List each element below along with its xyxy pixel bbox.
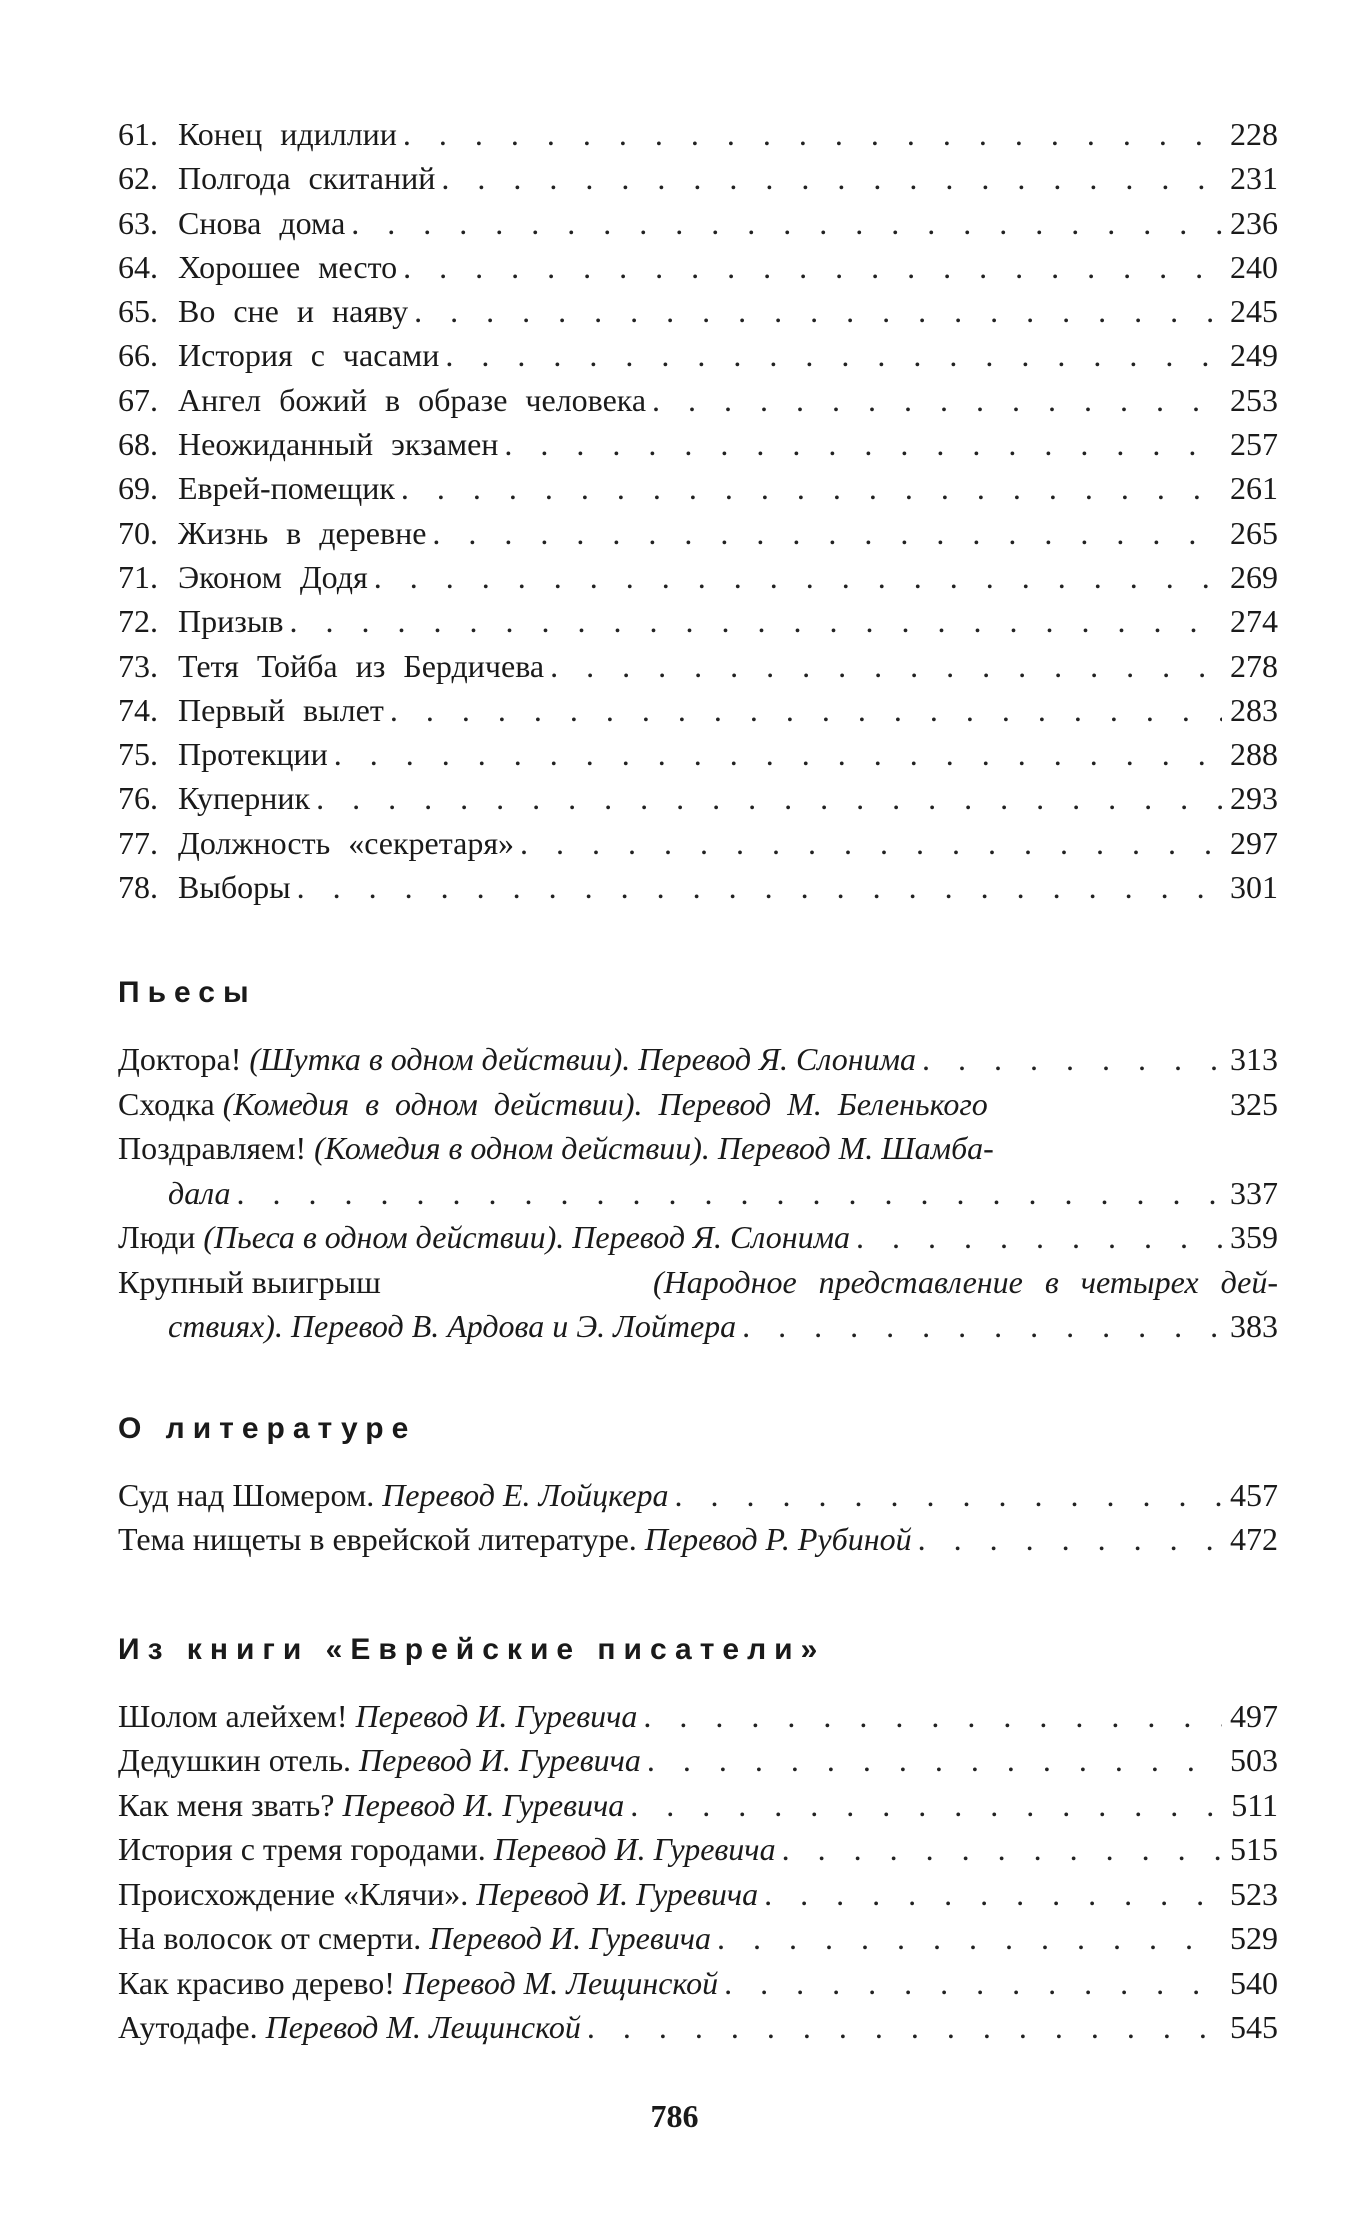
entry-title: Суд над Шомером. bbox=[118, 1476, 375, 1513]
section-heading-literature: О литературе bbox=[118, 1411, 417, 1445]
writers-entry bbox=[118, 1694, 1278, 1739]
page-number: 540 bbox=[1230, 1964, 1278, 2001]
dot-leader bbox=[647, 1738, 1222, 1783]
chapter-list bbox=[118, 112, 1278, 909]
chapter-row bbox=[118, 466, 1278, 510]
entry-note: Перевод М. Лещинской bbox=[402, 1964, 719, 2001]
chapter-title: Жизнь в деревне bbox=[178, 514, 427, 551]
chapter-number: 65. bbox=[118, 293, 158, 330]
dot-leader bbox=[351, 201, 1222, 245]
entry-title: Поздравляем! bbox=[118, 1130, 307, 1167]
dot-leader bbox=[289, 599, 1222, 643]
dot-leader bbox=[445, 333, 1222, 377]
chapter-title: Первый вылет bbox=[178, 691, 384, 728]
chapter-number: 75. bbox=[118, 736, 158, 773]
page-number: 515 bbox=[1230, 1831, 1278, 1868]
chapter-number: 71. bbox=[118, 558, 158, 595]
entry-note: Перевод И. Гуревича bbox=[429, 1920, 712, 1957]
dot-leader bbox=[520, 821, 1222, 865]
chapter-row bbox=[118, 511, 1278, 555]
writers-entry bbox=[118, 1961, 1278, 2006]
page-number: 301 bbox=[1230, 869, 1278, 906]
entry-title: Шолом алейхем! bbox=[118, 1697, 348, 1734]
writers-entry bbox=[118, 2005, 1278, 2050]
entry-title: Люди bbox=[118, 1219, 196, 1256]
page-number: 228 bbox=[1230, 116, 1278, 152]
dot-leader bbox=[403, 245, 1222, 289]
dot-leader bbox=[782, 1827, 1222, 1872]
entry-title: Аутодафе. bbox=[118, 2009, 258, 2046]
entry-title: История с тремя городами. bbox=[118, 1831, 486, 1868]
page-number: 545 bbox=[1230, 2009, 1278, 2046]
dot-leader bbox=[390, 688, 1222, 732]
page-folio: 786 bbox=[650, 2098, 699, 2134]
entry-note: Перевод Е. Лойцкера bbox=[382, 1476, 669, 1513]
dot-leader bbox=[237, 1171, 1222, 1216]
writers-entry bbox=[118, 1783, 1278, 1828]
chapter-number: 64. bbox=[118, 248, 158, 285]
dot-leader bbox=[717, 1916, 1222, 1961]
page-number: 278 bbox=[1230, 647, 1278, 684]
dot-leader bbox=[432, 511, 1222, 555]
page-number: 325 bbox=[1230, 1085, 1278, 1122]
chapter-title: Неожиданный экзамен bbox=[178, 426, 499, 463]
chapter-title: Еврей-помещик bbox=[178, 470, 395, 507]
entry-title: Сходка bbox=[118, 1085, 215, 1122]
section-heading-writers: Из книги «Еврейские писатели» bbox=[118, 1632, 826, 1666]
chapter-title: Полгода скитаний bbox=[178, 160, 436, 197]
chapter-title: Протекции bbox=[178, 736, 328, 773]
chapter-title: Снова дома bbox=[178, 204, 346, 241]
page-number: 261 bbox=[1230, 470, 1278, 507]
entry-note: Перевод И. Гуревича bbox=[476, 1875, 759, 1912]
page-number: 503 bbox=[1230, 1742, 1278, 1779]
entry-note: Перевод Р. Рубиной bbox=[644, 1521, 912, 1558]
entry-note: (Шутка в одном действии). Перевод Я. Слонима bbox=[249, 1041, 917, 1078]
play-entry-doctors bbox=[118, 1037, 1278, 1082]
page-number: 249 bbox=[1230, 337, 1278, 374]
entry-note: (Пьеса в одном действии). Перевод Я. Слонима bbox=[203, 1219, 851, 1256]
chapter-number: 74. bbox=[118, 691, 158, 728]
page-number: 523 bbox=[1230, 1875, 1278, 1912]
page-number: 283 bbox=[1230, 691, 1278, 728]
page-number: 511 bbox=[1231, 1786, 1278, 1823]
entry-title: На волосок от смерти. bbox=[118, 1920, 422, 1957]
chapter-row bbox=[118, 333, 1278, 377]
play-entry-people bbox=[118, 1215, 1278, 1260]
dot-leader bbox=[334, 732, 1222, 776]
chapter-row bbox=[118, 245, 1278, 289]
chapter-row bbox=[118, 865, 1278, 909]
chapter-number: 66. bbox=[118, 337, 158, 374]
page-number: 383 bbox=[1230, 1308, 1278, 1345]
dot-leader bbox=[724, 1961, 1222, 2006]
play-entry-congrats bbox=[118, 1126, 1278, 1215]
dot-leader bbox=[441, 156, 1222, 200]
entry-note: Перевод М. Лещинской bbox=[265, 2009, 581, 2046]
chapter-title: Куперник bbox=[178, 780, 311, 817]
chapter-number: 62. bbox=[118, 160, 158, 197]
page-number: 529 bbox=[1230, 1920, 1278, 1957]
page-number: 497 bbox=[1230, 1697, 1278, 1734]
chapter-number: 70. bbox=[118, 514, 158, 551]
page-number: 337 bbox=[1230, 1174, 1278, 1211]
chapter-number: 67. bbox=[118, 381, 158, 418]
chapter-title: Тетя Тойба из Бердичева bbox=[178, 647, 545, 684]
chapter-row bbox=[118, 644, 1278, 688]
entry-title: Доктора! bbox=[118, 1041, 242, 1078]
chapter-row bbox=[118, 555, 1278, 599]
entry-note: Перевод И. Гуревича bbox=[493, 1831, 776, 1868]
chapter-title: История с часами bbox=[178, 337, 440, 374]
chapter-title: Ангел божий в образе человека bbox=[178, 381, 647, 418]
chapter-number: 72. bbox=[118, 603, 158, 640]
page-number: 293 bbox=[1230, 780, 1278, 817]
dot-leader bbox=[414, 289, 1222, 333]
chapter-title: Конец идиллии bbox=[178, 116, 397, 152]
entry-title: Происхождение «Клячи». bbox=[118, 1875, 469, 1912]
page-number: 457 bbox=[1230, 1476, 1278, 1513]
entry-title: Как красиво дерево! bbox=[118, 1964, 395, 2001]
dot-leader bbox=[504, 422, 1222, 466]
chapter-row bbox=[118, 422, 1278, 466]
chapter-title: Эконом Додя bbox=[178, 558, 368, 595]
writers-entry bbox=[118, 1738, 1278, 1783]
chapter-title: Должность «секретаря» bbox=[178, 824, 515, 861]
entry-title: Тема нищеты в еврейской литературе. bbox=[118, 1521, 637, 1558]
dot-leader bbox=[630, 1783, 1222, 1828]
chapter-number: 69. bbox=[118, 470, 158, 507]
dot-leader bbox=[918, 1517, 1222, 1562]
entry-note: (Комедия в одном действии). Перевод М. Беленького bbox=[222, 1085, 988, 1122]
page-number: 231 bbox=[1230, 160, 1278, 197]
page-number: 257 bbox=[1230, 426, 1278, 463]
literature-entry bbox=[118, 1473, 1278, 1518]
dot-leader bbox=[401, 466, 1222, 510]
table-of-contents bbox=[118, 112, 1278, 2050]
literature-entry bbox=[118, 1517, 1278, 1562]
entry-title: Дедушкин отель. bbox=[118, 1742, 352, 1779]
section-heading-plays: Пьесы bbox=[118, 976, 257, 1010]
chapter-title: Во сне и наяву bbox=[178, 293, 409, 330]
page-number: 253 bbox=[1230, 381, 1278, 418]
entry-note: Перевод И. Гуревича bbox=[355, 1697, 638, 1734]
chapter-row bbox=[118, 688, 1278, 732]
entry-title: Как меня звать? bbox=[118, 1786, 335, 1823]
play-entry-meeting bbox=[118, 1082, 1278, 1127]
entry-title: Крупный выигрыш bbox=[118, 1263, 381, 1300]
dot-leader bbox=[297, 865, 1222, 909]
chapter-row bbox=[118, 378, 1278, 422]
page-number: 265 bbox=[1230, 514, 1278, 551]
writers-entry bbox=[118, 1827, 1278, 1872]
chapter-row bbox=[118, 776, 1278, 820]
chapter-row bbox=[118, 599, 1278, 643]
page-number: 288 bbox=[1230, 736, 1278, 773]
writers-entry bbox=[118, 1872, 1278, 1917]
dot-leader bbox=[316, 776, 1222, 820]
chapter-number: 76. bbox=[118, 780, 158, 817]
chapter-row bbox=[118, 201, 1278, 245]
dot-leader bbox=[550, 644, 1222, 688]
page-number: 359 bbox=[1230, 1219, 1278, 1256]
page-number: 236 bbox=[1230, 204, 1278, 241]
chapter-number: 78. bbox=[118, 869, 158, 906]
chapter-title: Хорошее место bbox=[178, 248, 398, 285]
chapter-number: 73. bbox=[118, 647, 158, 684]
dot-leader bbox=[587, 2005, 1222, 2050]
dot-leader bbox=[742, 1304, 1222, 1349]
page-number: 313 bbox=[1230, 1041, 1278, 1078]
chapter-title: Призыв bbox=[178, 603, 284, 640]
chapter-title: Выборы bbox=[178, 869, 291, 906]
writers-entry bbox=[118, 1916, 1278, 1961]
page-number: 472 bbox=[1230, 1521, 1278, 1558]
chapter-row bbox=[118, 821, 1278, 865]
dot-leader bbox=[403, 112, 1222, 156]
chapter-number: 77. bbox=[118, 824, 158, 861]
chapter-row bbox=[118, 289, 1278, 333]
entry-note: Перевод И. Гуревича bbox=[342, 1786, 625, 1823]
dot-leader bbox=[374, 555, 1222, 599]
page-number: 245 bbox=[1230, 293, 1278, 330]
dot-leader bbox=[643, 1694, 1222, 1739]
chapter-number: 61. bbox=[118, 116, 158, 152]
chapter-row bbox=[118, 112, 1278, 156]
chapter-number: 63. bbox=[118, 204, 158, 241]
page-number: 240 bbox=[1230, 248, 1278, 285]
entry-note-continued: дала bbox=[168, 1174, 231, 1211]
page-number: 297 bbox=[1230, 824, 1278, 861]
dot-leader bbox=[675, 1473, 1222, 1518]
chapter-row bbox=[118, 732, 1278, 776]
entry-note: (Народное представление в четырех дей- bbox=[653, 1263, 1278, 1300]
dot-leader bbox=[764, 1872, 1222, 1917]
entry-note: (Комедия в одном действии). Перевод М. Шамба- bbox=[314, 1130, 994, 1167]
chapter-number: 68. bbox=[118, 426, 158, 463]
play-entry-jackpot bbox=[118, 1260, 1278, 1349]
dot-leader bbox=[856, 1215, 1222, 1260]
page-number: 274 bbox=[1230, 603, 1278, 640]
page-number: 269 bbox=[1230, 558, 1278, 595]
entry-note-continued: ствиях). Перевод В. Ардова и Э. Лойтера bbox=[168, 1308, 737, 1345]
dot-leader bbox=[652, 378, 1222, 422]
dot-leader bbox=[922, 1037, 1222, 1082]
chapter-row bbox=[118, 156, 1278, 200]
entry-note: Перевод И. Гуревича bbox=[359, 1742, 641, 1779]
